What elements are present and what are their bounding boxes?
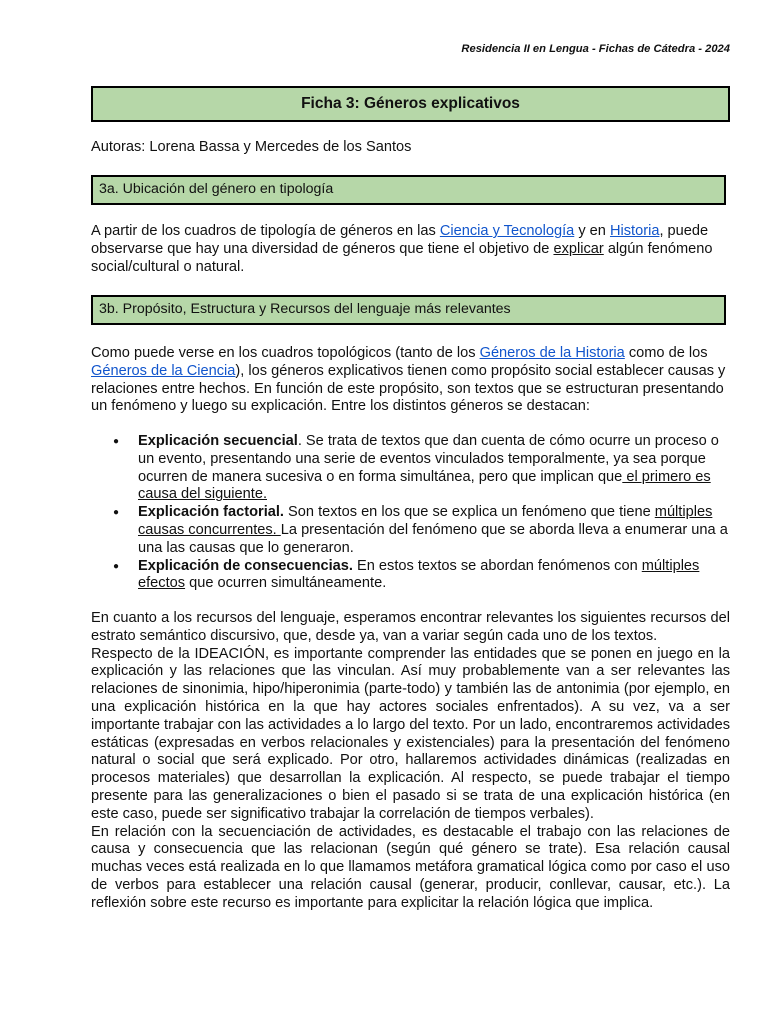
text-span: , puede observarse que hay una diversidad de géneros que tiene el objetivo de	[91, 223, 709, 257]
bullet-text-after: La presentación del fenómeno que se aborda lleva a enumerar una a una las causas que lo generaron.	[138, 521, 728, 556]
bullet-text-after: que ocurren simultáneamente.	[185, 575, 387, 592]
text-span: como de los	[624, 345, 708, 361]
list-item	[91, 504, 730, 557]
genre-bullet-list	[91, 433, 730, 593]
text-span: ), los géneros explicativos tienen como propósito social establecer causas y relaciones entre hechos. En función de este propósito, son textos que se estructuran presentando un fenómeno y luego su explicación. Entre los distintos géneros se destacan:	[91, 362, 726, 415]
text-span: y en	[574, 223, 610, 239]
bullet-term: Explicación factorial.	[138, 504, 284, 521]
section-3b-heading	[91, 295, 726, 325]
bullet-text: . Se trata de textos que dan cuenta de cómo ocurre un proceso o un evento, presentando una serie de eventos vinculados temporalmente, ya sea porque ocurren de manera sucesiva o en forma simultánea, pero que implican que	[138, 433, 719, 485]
link-ciencia-tecnologia[interactable]: Ciencia y Tecnología	[439, 223, 575, 239]
section-3a-heading	[91, 175, 726, 205]
text-span: A partir de los cuadros de tipología de géneros en las	[91, 223, 440, 239]
section-3b-heading-text: 3b. Propósito, Estructura y Recursos del lenguaje más relevantes	[99, 301, 511, 318]
bullet-term: Explicación de consecuencias.	[138, 557, 353, 574]
link-historia[interactable]: Historia	[609, 223, 660, 239]
section-3b-intro-paragraph	[91, 345, 730, 416]
link-generos-historia[interactable]: Géneros de la Historia	[479, 345, 625, 361]
text-span: algún fenómeno social/cultural o natural.	[91, 240, 713, 275]
underlined-explicar: explicar	[553, 240, 604, 257]
bullet-term: Explicación secuencial	[138, 433, 298, 449]
recursos-text-block	[91, 610, 730, 913]
bullet-underlined: múltiples causas concurrentes.	[138, 504, 713, 538]
bullet-text: Son textos en los que se explica un fenómeno que tiene	[284, 504, 655, 521]
document-title	[91, 86, 730, 122]
recursos-paragraph: En cuanto a los recursos del lenguaje, esperamos encontrar relevantes los siguientes recursos del estrato semántico discursivo, que, desde ya, van a variar según cada uno de los textos.	[91, 610, 730, 644]
text-span: Como puede verse en los cuadros topológicos (tanto de los	[91, 345, 480, 361]
ideacion-paragraph: Respecto de la IDEACIÓN, es importante comprender las entidades que se ponen en juego en la explicación y las relaciones que las vinculan. Así muy probablemente van a ser relevantes las relaciones de sinonimia, hipo/hiperonimia (parte-todo) y también las de antonimia (por ejemplo, en una explicación histórica en la que hay actores sociales enfrentados). A su vez, va a ser importante trabajar con las actividades a lo largo del texto. Por un lado, encontraremos actividades estáticas (expresadas en verbos relacionales y existenciales) para la presentación del fenómeno natural o social que será explicado. Por otro, hallaremos actividades dinámicas (realizadas en procesos materiales) que desarrollan la explicación. Al respecto, se puede trabajar el tiempo presente para las generalizaciones o bien el pasado si se trata de una explicación histórica (en este caso, puede ser significativo trabajar la correlación de tiempos verbales).	[91, 645, 730, 822]
list-item	[91, 433, 730, 504]
section-3a-heading-text: 3a. Ubicación del género en tipología	[99, 181, 334, 198]
secuenciacion-paragraph: En relación con la secuenciación de actividades, es destacable el trabajo con las relaciones de causa y consecuencia que las relacionan (según qué género se trate). Esa relación causal muchas veces está realizada en lo que llamamos metáfora gramatical lógica como por caso el uso de verbos para establecer una relación causal (generar, producir, conllevar, causar, etc.). La reflexión sobre este recurso es importante para explicitar la relación lógica que implica.	[91, 823, 730, 911]
bullet-underlined: el primero es causa del siguiente.	[138, 468, 711, 503]
title-text: Ficha 3: Géneros explicativos	[301, 95, 520, 113]
authors-line: Autoras: Lorena Bassa y Mercedes de los Santos	[91, 139, 412, 155]
section-3a-paragraph	[91, 223, 730, 276]
bullet-text: En estos textos se abordan fenómenos con	[352, 557, 642, 574]
page-header: Residencia II en Lengua - Fichas de Cátedra - 2024	[461, 43, 730, 55]
bullet-underlined: múltiples efectos	[138, 557, 700, 592]
list-item	[91, 558, 730, 594]
link-generos-ciencia[interactable]: Géneros de la Ciencia	[91, 362, 236, 379]
